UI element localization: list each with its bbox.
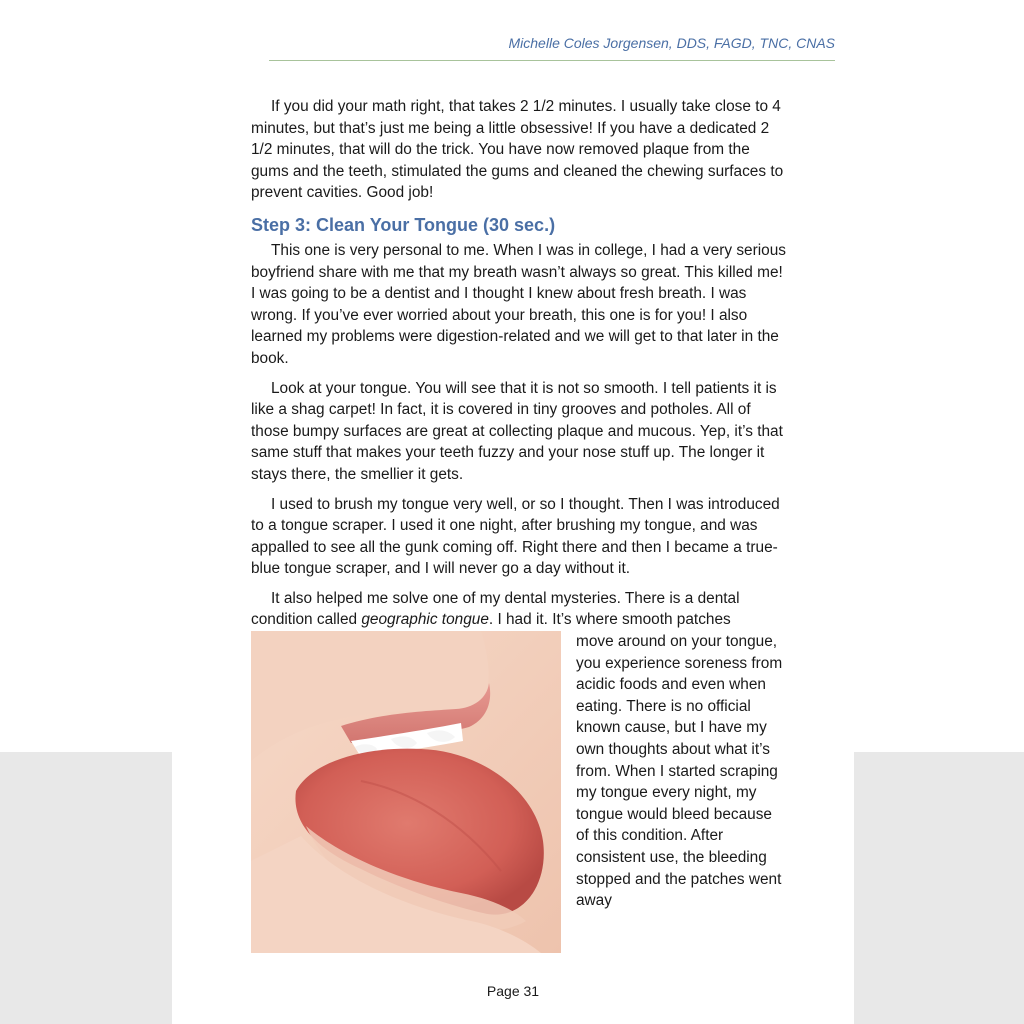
page-number: Page 31 xyxy=(486,983,540,999)
geographic-tongue-term: geographic tongue xyxy=(361,611,489,629)
tongue-illustration xyxy=(251,631,561,953)
header-rule xyxy=(269,60,835,61)
paragraph-geographic-continued: move around on your tongue, you experience soreness from acidic foods and even when eating. There is no official known cause, but I have my own thoughts about what it’s from. When I started scraping my tongue every night, my tongue would bleed because of this condition. After consistent use, the bleeding stopped and the patches went away xyxy=(576,633,783,910)
paragraph-look-at-tongue: Look at your tongue. You will see that it is not so smooth. I tell patients it is like a shag carpet! In fact, it is covered in tiny grooves and potholes. All of those bumpy surfaces are great at collecting plaque and mucous. Yep, it’s that same stuff that makes your teeth fuzzy and your nose stuff up. The longer it stays there, the smellier it gets. xyxy=(251,379,783,483)
paragraph-tongue-scraper: I used to brush my tongue very well, or so I thought. Then I was introduced to a tongue scraper. I used it one night, after brushing my tongue, and was appalled to see all the gunk coming off. Right there and then I became a true-blue tongue scraper, and I will never go a day without it. xyxy=(251,495,780,578)
figure-wrap-block xyxy=(251,631,786,912)
page-content xyxy=(251,96,786,953)
paragraph-geographic-start: It also helped me solve one of my dental mysteries. There is a dental condition called xyxy=(251,589,740,629)
tongue-photo xyxy=(251,631,561,953)
running-header-author: Michelle Coles Jorgensen, DDS, FAGD, TNC, CNAS xyxy=(508,35,835,51)
paragraph-geographic-tongue xyxy=(251,588,786,631)
paragraph-geographic-mid: . I had it. It’s where smooth patches xyxy=(488,611,731,629)
paragraph-personal: This one is very personal to me. When I was in college, I had a very serious boyfriend share with me that my breath wasn’t always so great. This killed me! I was going to be a dentist and I thought I knew about fresh breath. I was wrong. If you’ve ever worried about your breath, this one is for you! I also learned my problems were digestion-related and we will get to that later in the book. xyxy=(251,241,786,367)
book-page xyxy=(172,0,854,1024)
paragraph-math: If you did your math right, that takes 2 1/2 minutes. I usually take close to 4 minutes, but that’s just me being a little obsessive! If you have a dedicated 2 1/2 minutes, that will do the trick. You have now removed plaque from the gums and the teeth, stimulated the gums and cleaned the chewing surfaces to prevent cavities. Good job! xyxy=(251,98,784,202)
section-heading: Step 3: Clean Your Tongue (30 sec.) xyxy=(251,214,556,235)
